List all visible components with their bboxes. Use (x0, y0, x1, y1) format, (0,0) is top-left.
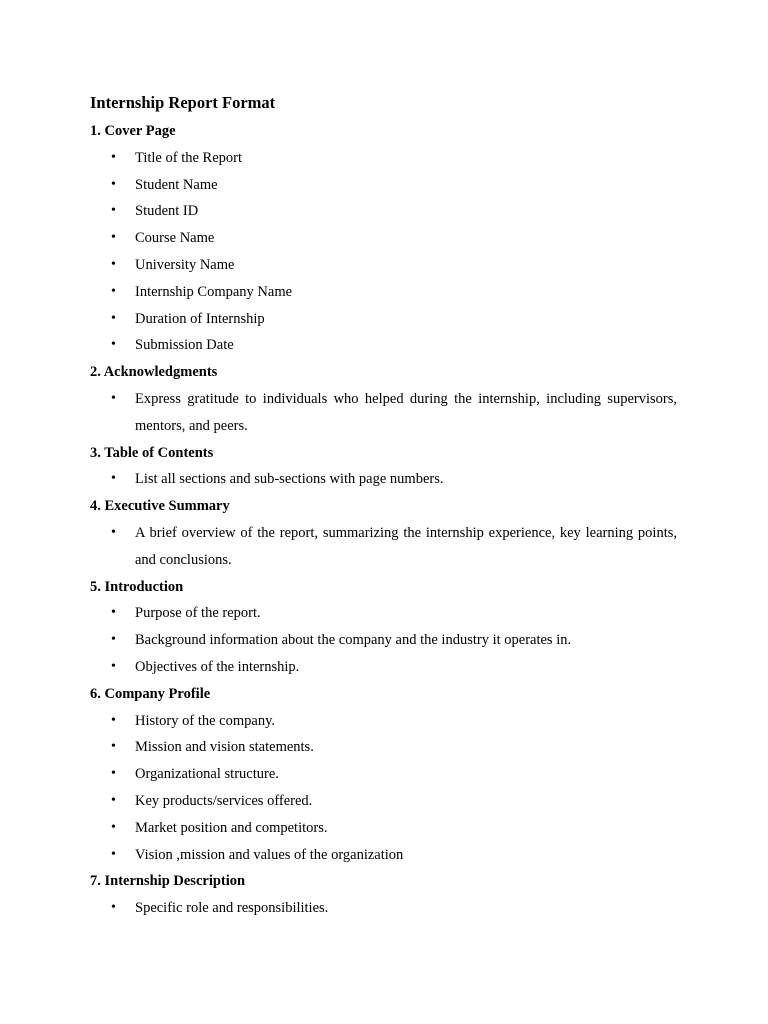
list-item-text: Submission Date (135, 337, 234, 354)
list-item (90, 279, 677, 306)
list-item-text: Duration of Internship (135, 310, 265, 327)
section (90, 118, 677, 359)
list-item (90, 600, 677, 627)
list-item (90, 815, 677, 842)
list-item-text: Specific role and responsibilities. (135, 900, 329, 917)
bullet-icon: • (111, 337, 116, 353)
list-item (90, 734, 677, 761)
bullet-icon: • (111, 390, 116, 406)
bullet-list (90, 145, 677, 359)
bullet-list (90, 520, 677, 574)
document-title: Internship Report Format (90, 93, 276, 112)
list-item (90, 708, 677, 735)
section (90, 359, 677, 439)
bullet-list (90, 386, 677, 440)
section (90, 868, 677, 922)
section-heading: 2. Acknowledgments (90, 364, 218, 381)
list-item (90, 654, 677, 681)
list-item (90, 895, 677, 922)
list-item-text: Course Name (135, 230, 215, 247)
bullet-icon: • (111, 203, 116, 219)
bullet-list (90, 895, 677, 922)
bullet-icon: • (111, 230, 116, 246)
list-item-text: Mission and vision statements. (135, 739, 314, 756)
bullet-icon: • (111, 739, 116, 755)
section-heading: 7. Internship Description (90, 873, 246, 890)
list-item (90, 788, 677, 815)
list-item-text: A brief overview of the report, summarizing the internship experience, key learning points, and conclusions. (135, 524, 677, 568)
list-item-text: Purpose of the report. (135, 605, 261, 622)
bullet-icon: • (111, 819, 116, 835)
list-item-text: Background information about the company and the industry it operates in. (135, 632, 572, 649)
bullet-icon: • (111, 149, 116, 165)
document-page (90, 91, 677, 922)
list-item-text: Vision ,mission and values of the organization (135, 846, 404, 863)
list-item (90, 842, 677, 869)
bullet-list (90, 466, 677, 493)
section (90, 493, 677, 573)
bullet-icon: • (111, 846, 116, 862)
list-item (90, 332, 677, 359)
bullet-icon: • (111, 792, 116, 808)
list-item (90, 145, 677, 172)
list-item (90, 386, 677, 440)
list-item (90, 761, 677, 788)
document-sections (90, 118, 677, 922)
list-item (90, 225, 677, 252)
bullet-list (90, 600, 677, 680)
section (90, 681, 677, 869)
list-item-text: Objectives of the internship. (135, 658, 300, 675)
bullet-icon: • (111, 632, 116, 648)
bullet-icon: • (111, 283, 116, 299)
bullet-icon: • (111, 658, 116, 674)
section (90, 440, 677, 494)
list-item (90, 252, 677, 279)
section (90, 574, 677, 681)
list-item (90, 627, 677, 654)
section-heading: 3. Table of Contents (90, 444, 214, 461)
list-item (90, 172, 677, 199)
list-item (90, 306, 677, 333)
list-item-text: List all sections and sub-sections with page numbers. (135, 471, 444, 488)
bullet-icon: • (111, 712, 116, 728)
list-item-text: Express gratitude to individuals who helped during the internship, including supervisors, mentors, and peers. (135, 390, 677, 434)
section-heading: 5. Introduction (90, 578, 184, 595)
list-item-text: Title of the Report (135, 149, 243, 166)
list-item (90, 466, 677, 493)
list-item-text: Student ID (135, 203, 199, 220)
bullet-icon: • (111, 310, 116, 326)
bullet-list (90, 708, 677, 869)
list-item-text: Market position and competitors. (135, 819, 328, 836)
bullet-icon: • (111, 524, 116, 540)
list-item-text: History of the company. (135, 712, 276, 729)
bullet-icon: • (111, 900, 116, 916)
list-item-text: University Name (135, 256, 235, 273)
bullet-icon: • (111, 471, 116, 487)
list-item-text: Organizational structure. (135, 766, 279, 783)
bullet-icon: • (111, 605, 116, 621)
list-item (90, 520, 677, 574)
bullet-icon: • (111, 766, 116, 782)
list-item-text: Internship Company Name (135, 283, 293, 300)
section-heading: 4. Executive Summary (90, 498, 230, 515)
section-heading: 1. Cover Page (90, 123, 176, 139)
list-item-text: Key products/services offered. (135, 792, 313, 809)
list-item (90, 198, 677, 225)
list-item-text: Student Name (135, 176, 218, 193)
bullet-icon: • (111, 256, 116, 272)
section-heading: 6. Company Profile (90, 685, 211, 702)
bullet-icon: • (111, 176, 116, 192)
